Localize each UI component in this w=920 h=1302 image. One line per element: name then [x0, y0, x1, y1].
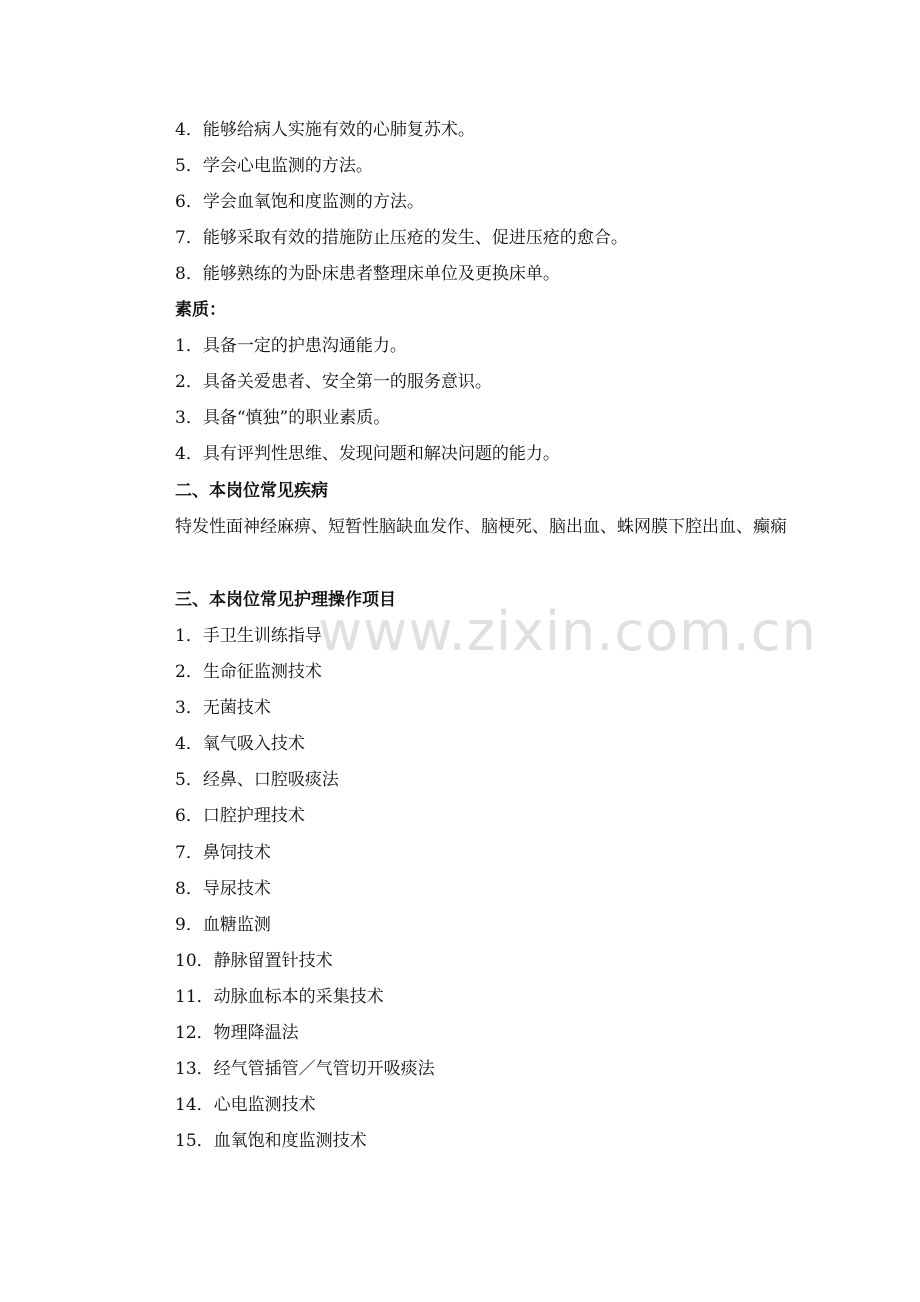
quality-item: 4．具有评判性思维、发现问题和解决问题的能力。 — [175, 444, 560, 464]
procedure-item: 15．血氧饱和度监测技术 — [175, 1131, 367, 1151]
section2-paragraph: 特发性面神经麻痹、短暂性脑缺血发作、脑梗死、脑出血、蛛网膜下腔出血、癫痫 — [175, 517, 787, 537]
section3-heading: 三、本岗位常见护理操作项目 — [175, 590, 396, 610]
quality-item: 2．具备关爱患者、安全第一的服务意识。 — [175, 372, 492, 392]
skills-item: 6．学会血氧饱和度监测的方法。 — [175, 192, 424, 212]
procedure-item: 11．动脉血标本的采集技术 — [175, 987, 384, 1007]
procedure-item: 5．经鼻、口腔吸痰法 — [175, 770, 339, 790]
skills-item: 7．能够采取有效的措施防止压疮的发生、促进压疮的愈合。 — [175, 228, 628, 248]
section2-heading: 二、本岗位常见疾病 — [175, 481, 328, 501]
procedure-item: 12．物理降温法 — [175, 1023, 299, 1043]
watermark: www.zixin.com.cn — [318, 600, 817, 663]
procedure-item: 14．心电监测技术 — [175, 1095, 316, 1115]
skills-item: 8．能够熟练的为卧床患者整理床单位及更换床单。 — [175, 264, 560, 284]
procedure-item: 7．鼻饲技术 — [175, 843, 271, 863]
skills-item: 5．学会心电监测的方法。 — [175, 156, 373, 176]
procedure-item: 6．口腔护理技术 — [175, 806, 305, 826]
procedure-item: 10．静脉留置针技术 — [175, 951, 333, 971]
procedure-item: 9．血糖监测 — [175, 915, 271, 935]
procedure-item: 8．导尿技术 — [175, 879, 271, 899]
procedure-item: 1．手卫生训练指导 — [175, 626, 322, 646]
procedure-item: 13．经气管插管／气管切开吸痰法 — [175, 1059, 435, 1079]
procedure-item: 4．氧气吸入技术 — [175, 734, 305, 754]
skills-item: 4．能够给病人实施有效的心肺复苏术。 — [175, 120, 475, 140]
procedure-item: 2．生命征监测技术 — [175, 662, 322, 682]
quality-item: 3．具备“慎独”的职业素质。 — [175, 408, 391, 428]
quality-item: 1．具备一定的护患沟通能力。 — [175, 336, 407, 356]
quality-heading: 素质： — [175, 300, 226, 320]
procedure-item: 3．无菌技术 — [175, 698, 271, 718]
